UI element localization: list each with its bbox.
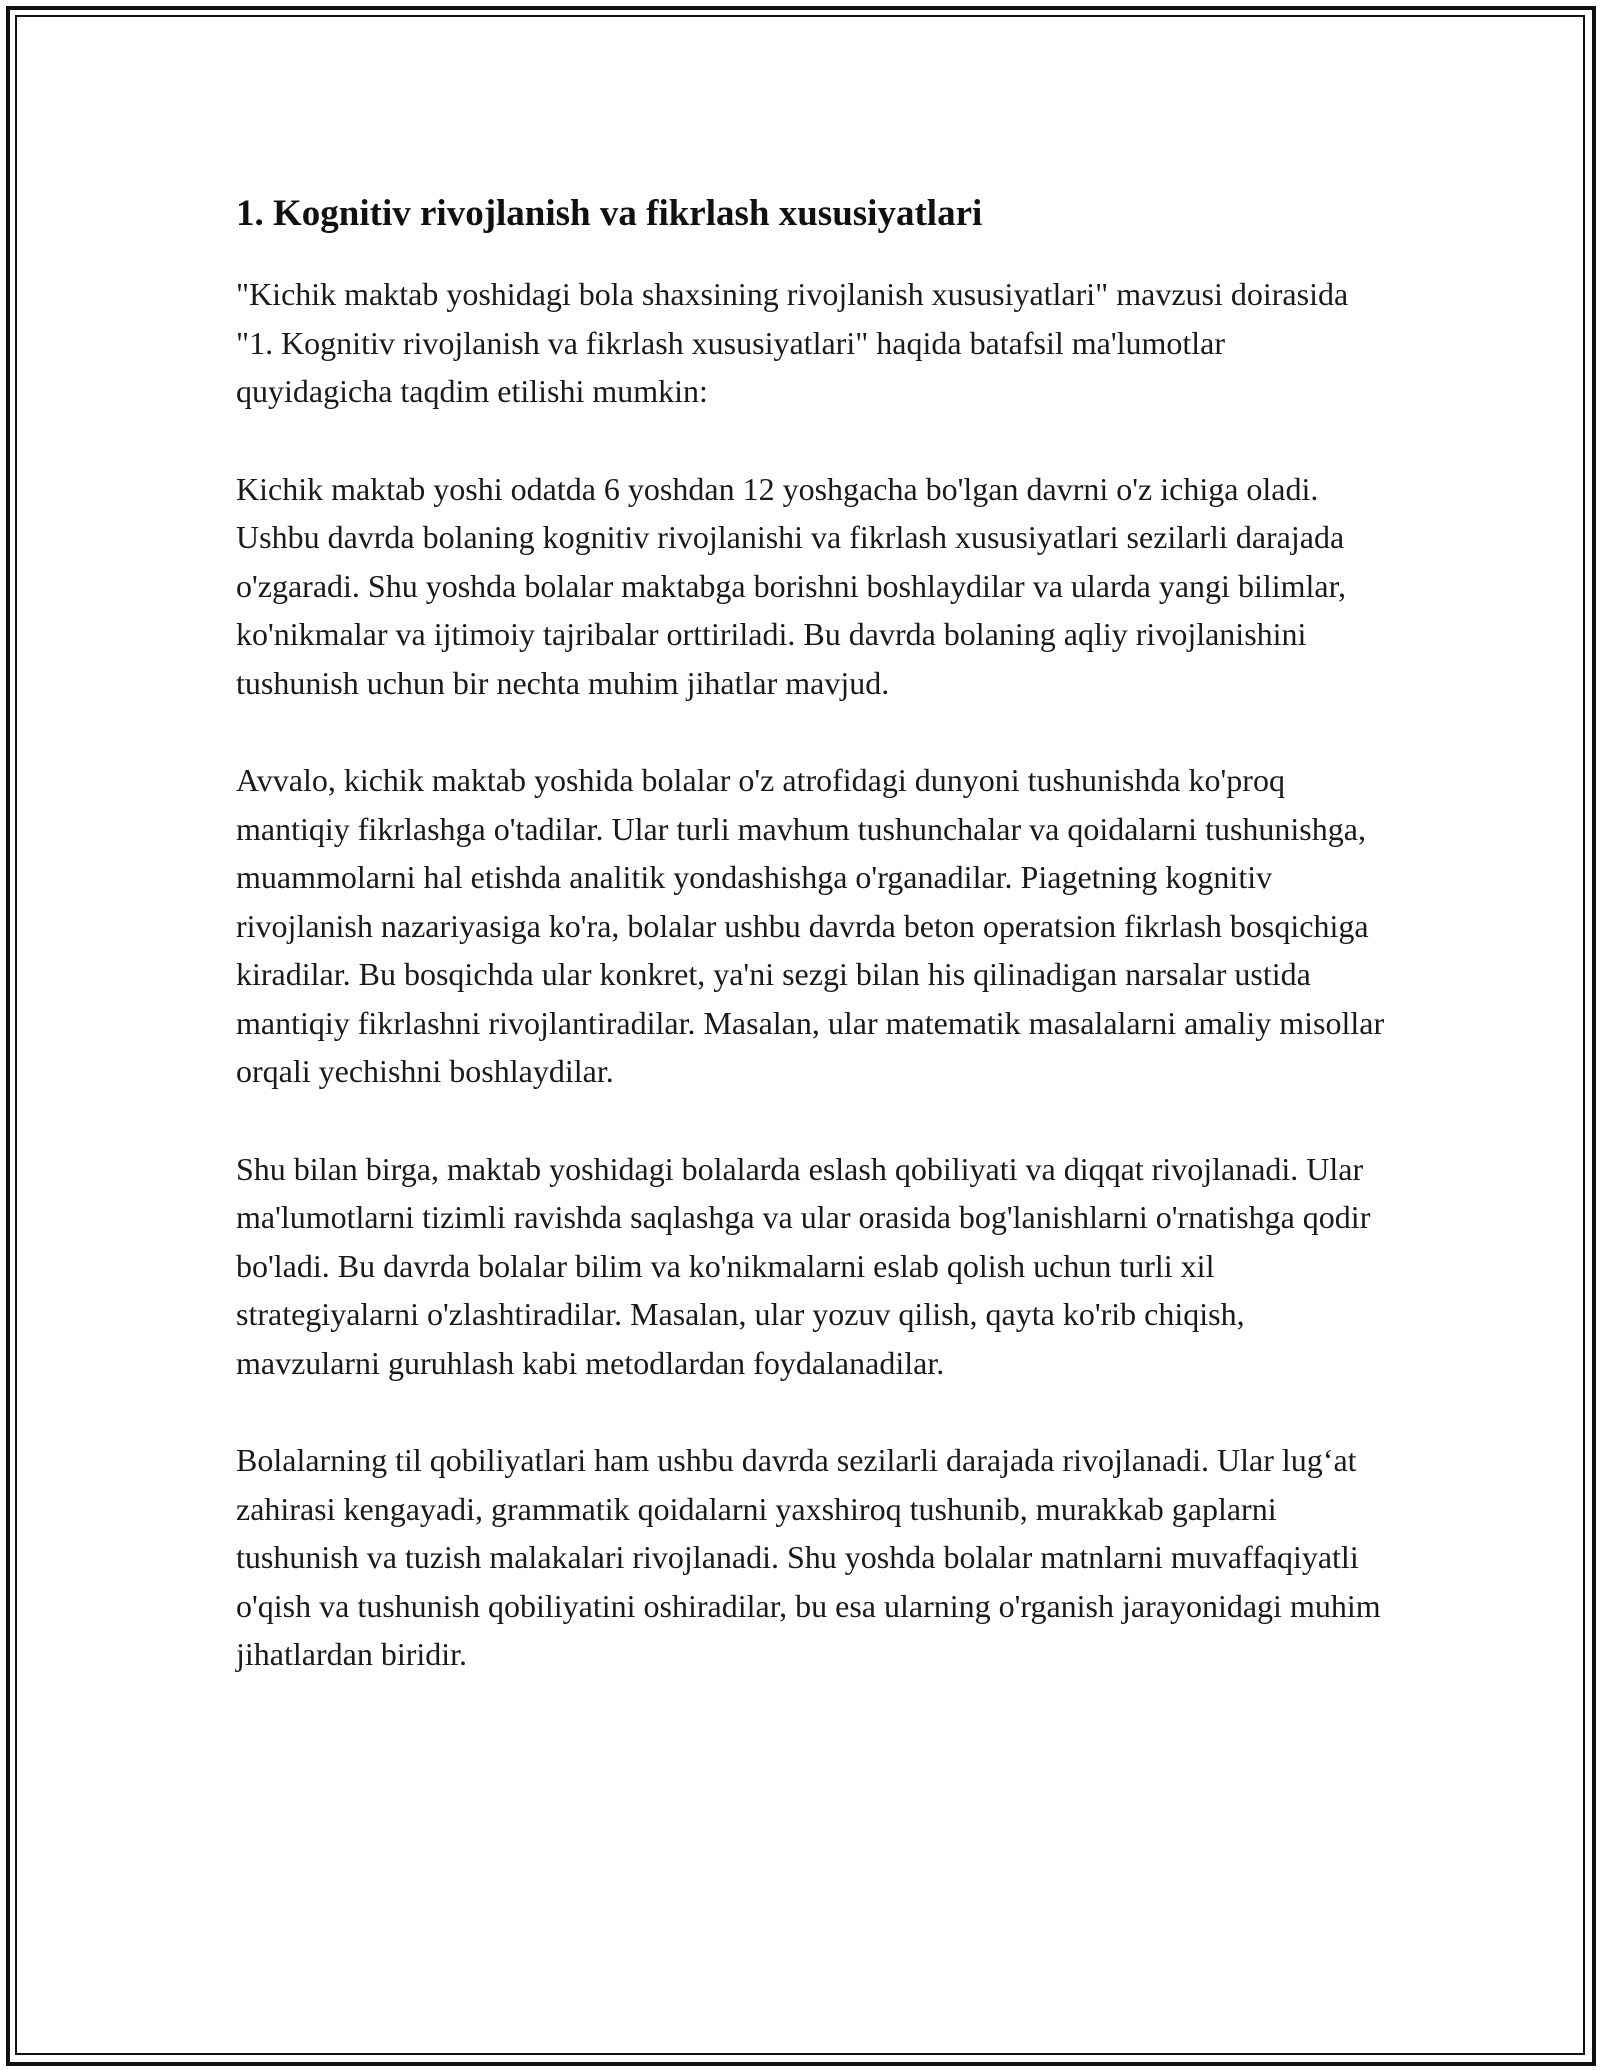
paragraph-memory-attention: Shu bilan birga, maktab yoshidagi bolalarda eslash qobiliyati va diqqat rivojlanadi. Ular ma'lumotlarni tizimli ravishda saqlashga va ular orasida bog'lanishlarni o'rnatishga qodir bo'ladi. Bu davrda bolalar bilim va ko'nikmalarni eslab qolish uchun turli xil strategiyalarni o'zlashtiradilar. Masalan, ular yozuv qilish, qayta ko'rib chiqish, mavzularni guruhlash kabi metodlardan foydalanadilar.: [236, 1150, 1371, 1381]
paragraph-age-period: Kichik maktab yoshi odatda 6 yoshdan 12 yoshgacha bo'lgan davrni o'z ichiga oladi. Ushbu davrda bolaning kognitiv rivojlanishi va fikrlash xususiyatlari sezilarli darajada o'zgaradi. Shu yoshda bolalar maktabga borishni boshlaydilar va ularda yangi bilimlar, ko'nikmalar va ijtimoiy tajribalar orttiriladi. Bu davrda bolaning aqliy rivojlanishini tushunish uchun bir nechta muhim jihatlar mavjud.: [236, 470, 1346, 701]
paragraph-logical-thinking: Avvalo, kichik maktab yoshida bolalar o'z atrofidagi dunyoni tushunishda ko'proq mantiqiy fikrlashga o'tadilar. Ular turli mavhum tushunchalar va qoidalarni tushunishga, muammolarni hal etishda analitik yondashishga o'rganadilar. Piagetning kognitiv rivojlanish nazariyasiga ko'ra, bolalar ushbu davrda beton operatsion fikrlash bosqichiga kiradilar. Bu bosqichda ular konkret, ya'ni sezgi bilan his qilinadigan narsalar ustida mantiqiy fikrlashni rivojlantiradilar. Masalan, ular matematik masalalarni amaliy misollar orqali yechishni boshlaydilar.: [236, 762, 1385, 1089]
paragraph-language-skills: Bolalarning til qobiliyatlari ham ushbu davrda sezilarli darajada rivojlanadi. Ular lug‘at zahirasi kengayadi, grammatik qoidalarni yaxshiroq tushunib, murakkab gaplarni tushunish va tuzish malakalari rivojlanadi. Shu yoshda bolalar matnlarni muvaffaqiyatli o'qish va tushunish qobiliyatini oshiradilar, bu esa ularning o'rganish jarayonidagi muhim jihatlardan biridir.: [236, 1442, 1381, 1672]
section-heading: 1. Kognitiv rivojlanish va fikrlash xususiyatlari: [236, 193, 983, 234]
document-body: [236, 188, 1386, 1728]
paragraph-intro: "Kichik maktab yoshidagi bola shaxsining rivojlanish xususiyatlari" mavzusi doirasida "1. Kognitiv rivojlanish va fikrlash xususiyatlari" haqida batafsil ma'lumotlar quyidagicha taqdim etilishi mumkin:: [236, 276, 1349, 409]
